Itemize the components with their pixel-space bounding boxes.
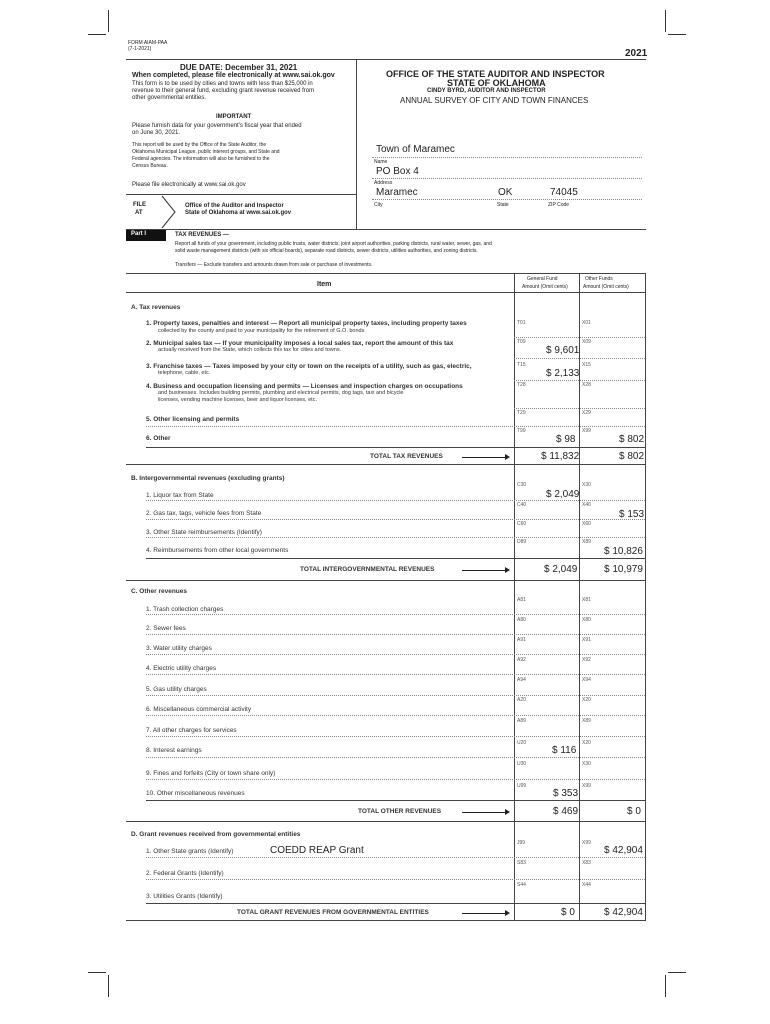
name-label: Name [374, 159, 388, 165]
due-date: DUE DATE: December 31, 2021 [180, 63, 298, 72]
section-c-title: C. Other revenues [131, 588, 187, 595]
c-row-3-gen-code: A91 [517, 637, 526, 643]
c-row-3: 3. Water utility charges [146, 645, 212, 652]
d-row-1: 1. Other State grants (Identify) [146, 848, 234, 855]
address-label: Address [374, 180, 393, 186]
crop-mark-br-v [665, 975, 666, 997]
d-row-1-line [146, 857, 645, 858]
c-row-7-oth-code: X89 [582, 718, 591, 724]
b-row-1-gen-code: C30 [517, 482, 527, 488]
c-row-3-oth-code: X91 [582, 637, 591, 643]
c-row-4-gen-code: A92 [517, 657, 526, 663]
c-row-9: 9. Fines and forfeits (City or town share only) [146, 770, 276, 777]
crop-mark-tl-h [88, 34, 106, 35]
d-row-2-gen-code: S83 [517, 860, 526, 866]
c-row-7: 7. All other charges for services [146, 727, 237, 734]
a-row-5: 5. Other licensing and permits [146, 416, 240, 423]
c-total-other: $ 0 [627, 806, 641, 817]
file-label: FILE [133, 202, 146, 208]
c-row-4-line [146, 674, 645, 675]
part1-desc-2: solid waste management districts (with six official boards), separate road districts, sewer districts, utilities authorities, and zoning districts. [175, 248, 478, 254]
a-total-general: $ 11,832 [541, 451, 580, 462]
c-total-label: TOTAL OTHER REVENUES [358, 808, 442, 815]
col-other-sub: Amount (Omit cents) [583, 284, 629, 290]
c-row-8-gen-code: U20 [517, 740, 527, 746]
crop-mark-bl-h [88, 972, 106, 973]
a-total-label: TOTAL TAX REVENUES [370, 453, 443, 460]
important-p2-3: Federal agencies. The information will also be furnished to the [132, 156, 270, 162]
a-total-arrow [462, 457, 506, 458]
part1-title: TAX REVENUES — [175, 232, 229, 238]
a-row-1-line [514, 337, 645, 338]
a-row-6-oth-code: X99 [582, 428, 591, 434]
a-row-6-gen-code: T99 [517, 428, 526, 434]
a-row-4-line [514, 408, 645, 409]
c-row-10: 10. Other miscellaneous revenues [146, 790, 245, 797]
d-total-general: $ 0 [561, 907, 575, 918]
important-p1-2: on June 30, 2021. [132, 130, 181, 136]
b-row-4: 4. Reimbursements from other local governments [146, 547, 289, 554]
survey-title: ANNUAL SURVEY OF CITY AND TOWN FINANCES [400, 96, 589, 105]
c-row-8-general-amount: $ 116 [552, 745, 577, 756]
a-row-2-line-2: actually received from the State, which collects this tax for cities and towns. [158, 347, 342, 353]
d-total-label: TOTAL GRANT REVENUES FROM GOVERNMENTAL ENTITIES [237, 909, 429, 916]
crop-mark-tr-v [665, 10, 666, 32]
b-total-general: $ 2,049 [544, 564, 578, 575]
a-row-4-oth-code: X28 [582, 382, 591, 388]
a-row-2-oth-code: X09 [582, 339, 591, 345]
b-row-4-other-amount: $ 10,826 [604, 546, 643, 557]
a-row-1-line-2: collected by the county and paid to your municipality for the retirement of G.O. bonds [158, 328, 365, 334]
c-row-1-line [146, 614, 645, 615]
b-row-2-oth-code: X40 [582, 502, 591, 508]
c-row-1: 1. Trash collection charges [146, 606, 224, 613]
c-row-1-gen-code: A81 [517, 597, 526, 603]
c-row-9-gen-code: U30 [517, 761, 527, 767]
d-row-2-line [146, 879, 645, 880]
a-row-1-text: 1. Property taxes, penalties and interest — Report all municipal property taxes, including property taxes [146, 320, 467, 327]
a-row-1-gen-code: T01 [517, 320, 526, 326]
a-row-2-gen-code: T09 [517, 339, 526, 345]
section-a-bottom [126, 464, 646, 465]
a-row-5-gen-code: T29 [517, 410, 526, 416]
c-row-10-line [146, 800, 645, 801]
b-row-3-line [146, 537, 645, 538]
intro-line-1: This form is to be used by cities and towns with less than $25,000 in [132, 81, 313, 87]
d-row-1-handwritten: COEDD REAP Grant [270, 845, 364, 856]
d-row-2: 2. Federal Grants (Identify) [146, 870, 224, 877]
b-row-2-other-amount: $ 153 [619, 509, 645, 520]
when-completed: When completed, please file electronically at www.sai.ok.gov [132, 72, 335, 79]
col-divider-3 [645, 273, 646, 920]
part1-desc-1: Report all funds of your government, including public trusts, water districts, joint airport authorities, parking districts, rural water, sewer, gas, and [175, 241, 492, 247]
c-row-6-oth-code: X20 [582, 697, 591, 703]
b-row-3: 3. Other State reimbursements (Identify) [146, 529, 262, 536]
d-total-arrow [462, 913, 506, 914]
c-row-2-line [146, 634, 645, 635]
a-row-4-line-1: 4. Business and occupation licensing and permits — Licenses and inspection charges on occupations [146, 383, 463, 390]
zip-label: ZIP Code [548, 202, 570, 208]
a-row-6-line [146, 447, 645, 448]
b-total-label: TOTAL INTERGOVERNMENTAL REVENUES [300, 566, 435, 573]
c-row-9-oth-code: X30 [582, 761, 591, 767]
b-total-arrow [462, 570, 506, 571]
a-row-3-oth-code: X15 [582, 362, 591, 368]
intro-line-2: revenue to their general fund, excluding grant revenue received from [132, 88, 315, 94]
b-row-3-gen-code: C60 [517, 521, 527, 527]
d-row-3-line [146, 903, 645, 904]
section-d-bottom [126, 920, 646, 921]
col-divider-1 [514, 273, 515, 920]
a-row-4-line-3: licenses, vending machine licenses, beer and liquor licenses, etc. [158, 397, 317, 403]
d-total-other: $ 42,904 [604, 907, 643, 918]
important-p3: Please file electronically at www.sai.ok.gov [132, 182, 246, 188]
c-row-4: 4. Electric utility charges [146, 665, 217, 672]
header-divider [356, 59, 357, 229]
a-row-4-line-2: and businesses. Includes building permits, plumbing and electrical permits, dog tags, taxi and bicycle [158, 390, 404, 396]
col-general-header: General Fund [527, 276, 558, 282]
b-row-4-line [146, 558, 645, 559]
top-border [126, 59, 646, 60]
a-row-3-general-amount: $ 2,133 [546, 368, 580, 379]
important-p1-1: Please furnish data for your government's fiscal year that ended [132, 123, 302, 129]
c-row-8: 8. Interest earnings [146, 747, 202, 754]
a-row-2-general-amount: $ 9,601 [546, 345, 580, 356]
part1-top-border [126, 229, 646, 230]
address-value: PO Box 4 [376, 166, 419, 177]
section-d-title: D. Grant revenues received from governmental entities [131, 831, 301, 838]
a-row-2-line-1: 2. Municipal sales tax — If your municipality imposes a local sales tax, report the amount of this tax [146, 340, 454, 347]
c-row-10-gen-code: U99 [517, 783, 527, 789]
a-row-1-line-1 [146, 320, 467, 327]
d-row-1-gen-code: J99 [517, 840, 526, 846]
d-row-1-other-amount: $ 42,904 [604, 845, 643, 856]
important-p2-1: This report will be used by the Office of the State Auditor, the [132, 142, 267, 148]
a-row-1-oth-code: X01 [582, 320, 591, 326]
c-row-10-general-amount: $ 353 [553, 788, 579, 799]
at-label: AT [135, 210, 143, 216]
city-line [372, 199, 642, 200]
c-row-6: 6. Miscellaneous commercial activity [146, 706, 252, 713]
c-row-1-oth-code: X81 [582, 597, 591, 603]
c-row-6-line [146, 715, 645, 716]
section-b-title: B. Intergovernmental revenues (excluding grants) [131, 475, 285, 482]
a-total-other: $ 802 [619, 451, 645, 462]
state-value: OK [498, 187, 513, 198]
col-other-header: Other Funds [585, 276, 613, 282]
a-row-6-other-amount: $ 802 [619, 434, 645, 445]
section-b-bottom [126, 580, 646, 581]
b-total-other: $ 10,979 [604, 564, 643, 575]
d-row-2-oth-code: X83 [582, 860, 591, 866]
c-row-5: 5. Gas utility charges [146, 686, 207, 693]
d-row-3-oth-code: X44 [582, 882, 591, 888]
important-title: IMPORTANT [216, 114, 252, 120]
c-row-2: 2. Sewer fees [146, 625, 186, 632]
office-title: OFFICE OF THE STATE AUDITOR AND INSPECTOR [386, 69, 605, 79]
col-general-sub: Amount (Omit cents) [522, 284, 568, 290]
part1-desc-3: Transfers — Exclude transfers and amounts drawn from sale or purchase of investments. [175, 262, 373, 268]
a-row-5-oth-code: X29 [582, 410, 591, 416]
a-row-3-gen-code: T15 [517, 362, 526, 368]
a-row-3-line [514, 380, 645, 381]
c-row-7-line [146, 736, 645, 737]
file-bracket-icon [160, 195, 180, 229]
b-row-2-gen-code: C40 [517, 502, 527, 508]
important-p2-4: Census Bureau. [132, 163, 168, 169]
b-row-1-oth-code: X30 [582, 482, 591, 488]
a-row-3-line-2: telephone, cable, etc. [158, 370, 211, 376]
b-row-4-oth-code: X89 [582, 539, 591, 545]
c-total-general: $ 469 [553, 806, 579, 817]
file-office: Office of the Auditor and Inspector [185, 203, 284, 209]
c-row-6-gen-code: A20 [517, 697, 526, 703]
c-row-8-oth-code: X20 [582, 740, 591, 746]
auditor-name: CINDY BYRD, AUDITOR AND INSPECTOR [427, 88, 546, 94]
d-row-1-oth-code: X99 [582, 840, 591, 846]
b-row-2-line [146, 519, 645, 520]
form-rev: (7-1-2021) [128, 46, 152, 52]
section-c-bottom [126, 821, 646, 822]
a-row-6: 6. Other [146, 435, 171, 442]
crop-mark-bl-v [108, 975, 109, 997]
a-row-4-gen-code: T28 [517, 382, 526, 388]
c-row-2-gen-code: A80 [517, 617, 526, 623]
b-row-3-oth-code: X60 [582, 521, 591, 527]
b-row-1-general-amount: $ 2,049 [546, 489, 580, 500]
d-row-3-gen-code: S44 [517, 882, 526, 888]
city-value: Maramec [376, 187, 418, 198]
part1-tag-label: Part I [131, 231, 147, 237]
c-row-4-oth-code: X92 [582, 657, 591, 663]
table-header-top [126, 273, 646, 274]
crop-mark-br-h [668, 972, 686, 973]
table-header-bottom [126, 292, 646, 293]
form-number: FORM AIAM-PAA [128, 40, 168, 46]
c-row-10-oth-code: X99 [582, 783, 591, 789]
d-row-3: 3. Utilities Grants (Identify) [146, 893, 223, 900]
c-row-5-line [146, 695, 645, 696]
b-row-2: 2. Gas tax, tags, vehicle fees from State [146, 510, 262, 517]
name-line [372, 157, 642, 158]
important-p2-2: Oklahoma Municipal League, public interest groups, and State and [132, 149, 280, 155]
name-value: Town of Maramec [376, 144, 455, 155]
state-label: State [497, 202, 509, 208]
c-row-5-gen-code: A94 [517, 677, 526, 683]
a-row-5-line [146, 426, 645, 427]
address-line [372, 178, 642, 179]
a-row-3-line-1: 3. Franchise taxes — Taxes imposed by your city or town on the receipts of a utility, such as gas, electric, [146, 363, 472, 370]
crop-mark-tr-h [668, 34, 686, 35]
form-year: 2021 [625, 48, 648, 59]
c-row-3-line [146, 654, 645, 655]
city-label: City [374, 202, 383, 208]
section-a-title: A. Tax revenues [131, 304, 181, 311]
zip-value: 74045 [550, 187, 578, 198]
c-total-arrow [462, 812, 506, 813]
crop-mark-tl-v [108, 10, 109, 32]
b-row-4-gen-code: D89 [517, 539, 527, 545]
b-row-1: 1. Liquor tax from State [146, 492, 214, 499]
file-state: State of Oklahoma at www.sai.ok.gov [185, 210, 292, 216]
item-header: Item [317, 281, 332, 288]
c-row-9-line [146, 779, 645, 780]
c-row-2-oth-code: X80 [582, 617, 591, 623]
c-row-8-line [146, 757, 645, 758]
c-row-5-oth-code: X94 [582, 677, 591, 683]
c-row-7-gen-code: A89 [517, 718, 526, 724]
b-row-1-line [146, 500, 645, 501]
intro-line-3: other governmental entities. [132, 95, 207, 101]
a-row-2-line [514, 358, 645, 359]
a-row-6-general-amount: $ 98 [556, 434, 576, 445]
state-title: STATE OF OKLAHOMA [447, 78, 546, 88]
